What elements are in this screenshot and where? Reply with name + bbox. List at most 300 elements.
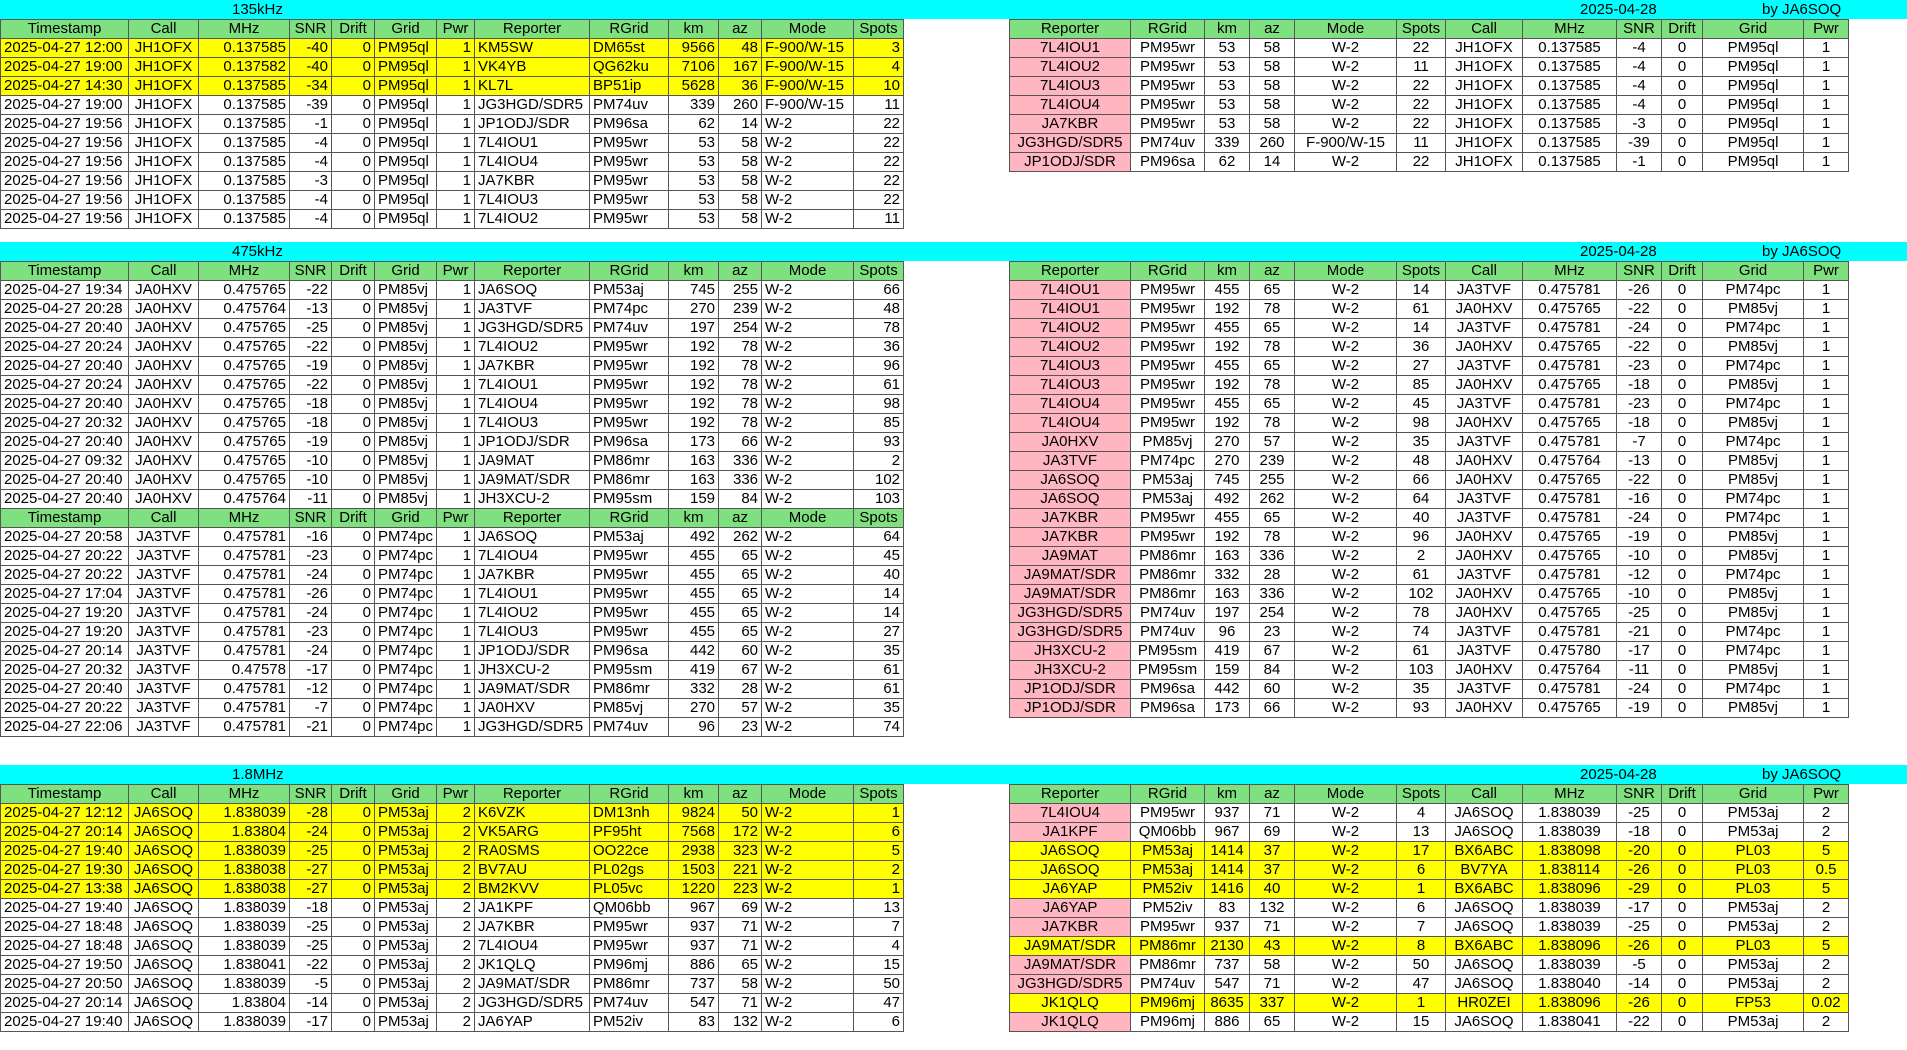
mode-cell: W-2 [762,718,854,737]
az-cell: 254 [719,319,762,338]
table-row [1010,604,1849,623]
reporter-cell: JK1QLQ [475,956,590,975]
table-row [1010,96,1849,115]
table-row [1010,300,1849,319]
spots-cell: 27 [854,623,904,642]
pwr-cell: 1 [437,433,475,452]
mode-cell: W-2 [1295,661,1397,680]
call-cell: JA3TVF [1446,433,1523,452]
snr-cell: -4 [1617,39,1662,58]
column-header: Reporter [1010,262,1131,281]
rgrid-cell: PM95wr [1131,39,1205,58]
mhz-cell: 0.137585 [199,210,290,229]
drift-cell: 0 [1662,842,1703,861]
spots-cell: 35 [1397,680,1446,699]
snr-cell: -20 [1617,842,1662,861]
az-cell: 262 [1250,490,1295,509]
timestamp-cell: 2025-04-27 20:50 [1,975,129,994]
rgrid-cell: PM85vj [1131,433,1205,452]
pwr-cell: 1 [1804,452,1849,471]
drift-cell: 0 [332,642,375,661]
column-header: SNR [290,785,332,804]
spots-cell: 50 [1397,956,1446,975]
drift-cell: 0 [1662,804,1703,823]
call-cell: JA0HXV [1446,699,1523,718]
table-row [1,490,904,509]
timestamp-cell: 2025-04-27 19:56 [1,134,129,153]
az-cell: 66 [1250,699,1295,718]
call-cell: JH1OFX [129,96,199,115]
az-cell: 48 [719,39,762,58]
grid-cell: PL03 [1703,861,1804,880]
call-cell: JA3TVF [1446,623,1523,642]
call-cell: JA6SOQ [129,823,199,842]
grid-cell: PM95ql [375,153,437,172]
call-cell: JA0HXV [1446,338,1523,357]
spots-cell: 74 [854,718,904,737]
grid-cell: PM74pc [375,661,437,680]
timestamp-cell: 2025-04-27 19:56 [1,153,129,172]
rgrid-cell: OO22ce [590,842,669,861]
table-row [1010,395,1849,414]
km-cell: 5628 [669,77,719,96]
spots-cell: 103 [1397,661,1446,680]
az-cell: 65 [1250,395,1295,414]
rgrid-cell: PM52iv [590,1013,669,1032]
az-cell: 71 [719,918,762,937]
table-row [1010,134,1849,153]
pwr-cell: 1 [437,699,475,718]
pwr-cell: 1 [1804,414,1849,433]
drift-cell: 0 [332,210,375,229]
pwr-cell: 1 [1804,77,1849,96]
call-cell: JH1OFX [129,39,199,58]
mode-cell: W-2 [1295,842,1397,861]
reporter-cell: 7L4IOU4 [1010,804,1131,823]
az-cell: 65 [1250,281,1295,300]
reporter-cell: VK5ARG [475,823,590,842]
spots-cell: 48 [1397,452,1446,471]
mode-cell: W-2 [762,338,854,357]
reporter-cell: 7L4IOU1 [475,376,590,395]
rgrid-cell: PM96mj [590,956,669,975]
pwr-cell: 1 [1804,338,1849,357]
drift-cell: 0 [1662,680,1703,699]
spots-cell: 4 [854,937,904,956]
call-cell: JA0HXV [1446,300,1523,319]
snr-cell: -18 [290,395,332,414]
drift-cell: 0 [332,566,375,585]
spots-cell: 66 [854,281,904,300]
mhz-cell: 0.475781 [1523,433,1617,452]
column-header: MHz [199,20,290,39]
grid-cell: PM95ql [1703,96,1804,115]
drift-cell: 0 [1662,880,1703,899]
pwr-cell: 2 [437,994,475,1013]
mode-cell: F-900/W-15 [762,39,854,58]
pwr-cell: 1 [437,547,475,566]
grid-cell: PM95ql [375,39,437,58]
timestamp-cell: 2025-04-27 20:40 [1,490,129,509]
km-cell: 192 [1205,528,1250,547]
mhz-cell: 0.475781 [199,718,290,737]
drift-cell: 0 [332,661,375,680]
snr-cell: -27 [290,880,332,899]
km-cell: 442 [1205,680,1250,699]
drift-cell: 0 [332,153,375,172]
mhz-cell: 1.838039 [1523,899,1617,918]
mode-cell: W-2 [762,804,854,823]
drift-cell: 0 [1662,899,1703,918]
mhz-cell: 0.475781 [199,680,290,699]
az-cell: 336 [719,471,762,490]
mhz-cell: 0.475781 [199,699,290,718]
pwr-cell: 2 [437,1013,475,1032]
column-header: Call [129,20,199,39]
grid-cell: PM74pc [375,718,437,737]
column-header: Grid [375,20,437,39]
table-row [1010,509,1849,528]
spots-cell: 47 [854,994,904,1013]
reporter-cell: 7L4IOU4 [475,153,590,172]
timestamp-cell: 2025-04-27 20:22 [1,547,129,566]
rgrid-cell: BP51ip [590,77,669,96]
call-cell: JH1OFX [1446,153,1523,172]
mhz-cell: 0.475765 [199,395,290,414]
call-cell: BV7YA [1446,861,1523,880]
km-cell: 96 [669,718,719,737]
spots-cell: 22 [854,191,904,210]
grid-cell: PM74pc [375,528,437,547]
spots-cell: 22 [854,134,904,153]
reporter-cell: JA7KBR [475,566,590,585]
column-header: RGrid [590,20,669,39]
grid-cell: PM85vj [1703,661,1804,680]
table-row [1,585,904,604]
km-cell: 455 [1205,281,1250,300]
drift-cell: 0 [332,39,375,58]
snr-cell: -40 [290,39,332,58]
az-cell: 78 [719,395,762,414]
reporter-cell: JA6SOQ [1010,842,1131,861]
spots-cell: 96 [854,357,904,376]
call-cell: JA3TVF [129,680,199,699]
mhz-cell: 0.47578 [199,661,290,680]
drift-cell: 0 [332,58,375,77]
column-header: Call [1446,20,1523,39]
table-header-row [1010,262,1849,281]
column-header: MHz [1523,20,1617,39]
mhz-cell: 1.838039 [199,918,290,937]
table-row [1010,547,1849,566]
table-row [1010,490,1849,509]
drift-cell: 0 [332,623,375,642]
mhz-cell: 1.838098 [1523,842,1617,861]
table-row [1,623,904,642]
az-cell: 66 [719,433,762,452]
drift-cell: 0 [1662,823,1703,842]
rgrid-cell: PM95wr [1131,96,1205,115]
rgrid-cell: PM95wr [1131,115,1205,134]
az-cell: 23 [719,718,762,737]
spots-cell: 8 [1397,937,1446,956]
grid-cell: PM53aj [1703,804,1804,823]
call-cell: JH1OFX [129,210,199,229]
call-cell: JH1OFX [1446,115,1523,134]
rgrid-cell: DM13nh [590,804,669,823]
mode-cell: W-2 [1295,338,1397,357]
reporter-cell: JA7KBR [475,357,590,376]
rgrid-cell: PM86mr [590,680,669,699]
table-row [1010,937,1849,956]
pwr-cell: 1 [437,77,475,96]
rgrid-cell: PM74uv [1131,975,1205,994]
drift-cell: 0 [332,699,375,718]
km-cell: 7568 [669,823,719,842]
km-cell: 455 [669,566,719,585]
az-cell: 336 [1250,585,1295,604]
snr-cell: -22 [1617,471,1662,490]
call-cell: JA0HXV [1446,604,1523,623]
snr-cell: -4 [1617,77,1662,96]
mhz-cell: 1.838038 [199,880,290,899]
az-cell: 65 [719,956,762,975]
table-row [1010,58,1849,77]
az-cell: 58 [719,134,762,153]
mhz-cell: 0.475765 [1523,528,1617,547]
timestamp-cell: 2025-04-27 20:14 [1,994,129,1013]
rgrid-cell: PM95wr [1131,281,1205,300]
call-cell: JH1OFX [1446,134,1523,153]
snr-cell: -40 [290,58,332,77]
az-cell: 23 [1250,623,1295,642]
az-cell: 78 [1250,300,1295,319]
drift-cell: 0 [1662,861,1703,880]
rgrid-cell: PM95wr [1131,77,1205,96]
spots-cell: 35 [854,699,904,718]
drift-cell: 0 [332,585,375,604]
km-cell: 1416 [1205,880,1250,899]
spots-cell: 14 [1397,281,1446,300]
az-cell: 337 [1250,994,1295,1013]
mhz-cell: 1.838039 [1523,918,1617,937]
mhz-cell: 1.838096 [1523,937,1617,956]
call-cell: JA0HXV [129,300,199,319]
mode-cell: W-2 [762,642,854,661]
rgrid-cell: PM95wr [590,585,669,604]
az-cell: 65 [1250,509,1295,528]
spots-cell: 22 [1397,39,1446,58]
az-cell: 58 [1250,956,1295,975]
reporter-cell: JG3HGD/SDR5 [475,718,590,737]
snr-cell: -24 [1617,319,1662,338]
reporter-cell: 7L4IOU4 [475,937,590,956]
rgrid-cell: PM95wr [1131,509,1205,528]
reporter-cell: 7L4IOU3 [475,414,590,433]
pwr-cell: 2 [1804,975,1849,994]
reporter-cell: JP1ODJ/SDR [475,115,590,134]
call-cell: JA0HXV [129,395,199,414]
pwr-cell: 1 [437,39,475,58]
pwr-cell: 1 [437,300,475,319]
pwr-cell: 1 [437,471,475,490]
spots-cell: 61 [1397,566,1446,585]
reporter-cell: 7L4IOU4 [1010,414,1131,433]
call-cell: JA3TVF [1446,395,1523,414]
rgrid-cell: PM95wr [590,937,669,956]
rgrid-cell: PL02gs [590,861,669,880]
spots-cell: 11 [854,210,904,229]
table-row [1010,585,1849,604]
reporter-cell: JA1KPF [1010,823,1131,842]
drift-cell: 0 [332,937,375,956]
table-row [1010,39,1849,58]
call-cell: JH1OFX [129,134,199,153]
spots-cell: 2 [854,861,904,880]
mode-cell: W-2 [762,115,854,134]
az-cell: 69 [1250,823,1295,842]
table-row [1,937,904,956]
timestamp-cell: 2025-04-27 19:30 [1,861,129,880]
pwr-cell: 1 [437,210,475,229]
snr-cell: -10 [290,452,332,471]
drift-cell: 0 [1662,357,1703,376]
mode-cell: W-2 [1295,918,1397,937]
snr-cell: -26 [1617,994,1662,1013]
mhz-cell: 0.475765 [199,414,290,433]
spots-cell: 22 [1397,153,1446,172]
grid-cell: PM85vj [1703,528,1804,547]
timestamp-cell: 2025-04-27 12:00 [1,39,129,58]
drift-cell: 0 [332,77,375,96]
drift-cell: 0 [1662,623,1703,642]
spots-cell: 2 [854,452,904,471]
table-row [1,547,904,566]
mode-cell: W-2 [762,281,854,300]
snr-cell: -13 [1617,452,1662,471]
timestamp-cell: 2025-04-27 19:20 [1,623,129,642]
mhz-cell: 1.838041 [199,956,290,975]
column-header: Mode [762,262,854,281]
column-header: Mode [1295,262,1397,281]
az-cell: 58 [1250,96,1295,115]
rgrid-cell: PF95ht [590,823,669,842]
call-cell: JA0HXV [129,490,199,509]
drift-cell: 0 [332,134,375,153]
mhz-cell: 0.475781 [1523,319,1617,338]
grid-cell: PM95ql [1703,77,1804,96]
rgrid-cell: PM95sm [590,661,669,680]
reporter-cell: BV7AU [475,861,590,880]
mhz-cell: 1.838039 [199,899,290,918]
mhz-cell: 0.475765 [199,433,290,452]
timestamp-cell: 2025-04-27 19:40 [1,842,129,861]
mhz-cell: 1.838039 [1523,956,1617,975]
az-cell: 323 [719,842,762,861]
table-row [1,918,904,937]
reporter-cell: JA3TVF [475,300,590,319]
table-row [1,153,904,172]
spots-cell: 78 [1397,604,1446,623]
mhz-cell: 0.475781 [1523,623,1617,642]
rgrid-cell: PM53aj [1131,490,1205,509]
mhz-cell: 0.475765 [199,357,290,376]
mode-cell: W-2 [1295,1013,1397,1032]
column-header: Reporter [475,509,590,528]
table-row [1010,414,1849,433]
pwr-cell: 1 [437,153,475,172]
mhz-cell: 0.475765 [1523,604,1617,623]
spots-cell: 78 [854,319,904,338]
grid-cell: PM53aj [375,823,437,842]
km-cell: 967 [1205,823,1250,842]
reporter-cell: JA6YAP [475,1013,590,1032]
az-cell: 65 [1250,1013,1295,1032]
pwr-cell: 1 [437,96,475,115]
rgrid-cell: PM96sa [1131,153,1205,172]
spots-table-left [0,784,904,1032]
grid-cell: PM85vj [1703,604,1804,623]
column-header: Drift [332,785,375,804]
spots-cell: 22 [1397,96,1446,115]
call-cell: JA0HXV [129,319,199,338]
az-cell: 71 [719,994,762,1013]
pwr-cell: 1 [1804,39,1849,58]
column-header: Grid [1703,785,1804,804]
reporter-cell: JG3HGD/SDR5 [475,994,590,1013]
reporter-cell: 7L4IOU4 [475,395,590,414]
drift-cell: 0 [332,994,375,1013]
snr-cell: -11 [1617,661,1662,680]
drift-cell: 0 [332,319,375,338]
pwr-cell: 2 [437,804,475,823]
spots-cell: 6 [1397,899,1446,918]
grid-cell: PM95ql [1703,134,1804,153]
mhz-cell: 0.475765 [199,471,290,490]
snr-cell: -19 [1617,699,1662,718]
table-row [1,861,904,880]
km-cell: 62 [1205,153,1250,172]
mode-cell: W-2 [762,604,854,623]
column-header: km [669,20,719,39]
snr-cell: -19 [290,357,332,376]
mode-cell: W-2 [762,395,854,414]
call-cell: JA6SOQ [1446,918,1523,937]
reporter-cell: JA3TVF [1010,452,1131,471]
column-header: Pwr [1804,20,1849,39]
pwr-cell: 1 [437,395,475,414]
mhz-cell: 1.838039 [199,1013,290,1032]
timestamp-cell: 2025-04-27 19:56 [1,115,129,134]
spots-cell: 61 [1397,642,1446,661]
call-cell: JA3TVF [129,604,199,623]
spots-cell: 1 [1397,994,1446,1013]
table-row [1,1013,904,1032]
column-header: Grid [1703,262,1804,281]
column-header: Reporter [475,262,590,281]
spots-cell: 11 [1397,134,1446,153]
call-cell: JA6SOQ [129,899,199,918]
table-row [1,804,904,823]
timestamp-cell: 2025-04-27 19:00 [1,58,129,77]
reporter-cell: JG3HGD/SDR5 [1010,975,1131,994]
mhz-cell: 0.137585 [1523,58,1617,77]
mode-cell: W-2 [1295,452,1397,471]
timestamp-cell: 2025-04-27 20:40 [1,319,129,338]
column-header: Pwr [437,509,475,528]
mode-cell: W-2 [762,880,854,899]
az-cell: 65 [719,604,762,623]
